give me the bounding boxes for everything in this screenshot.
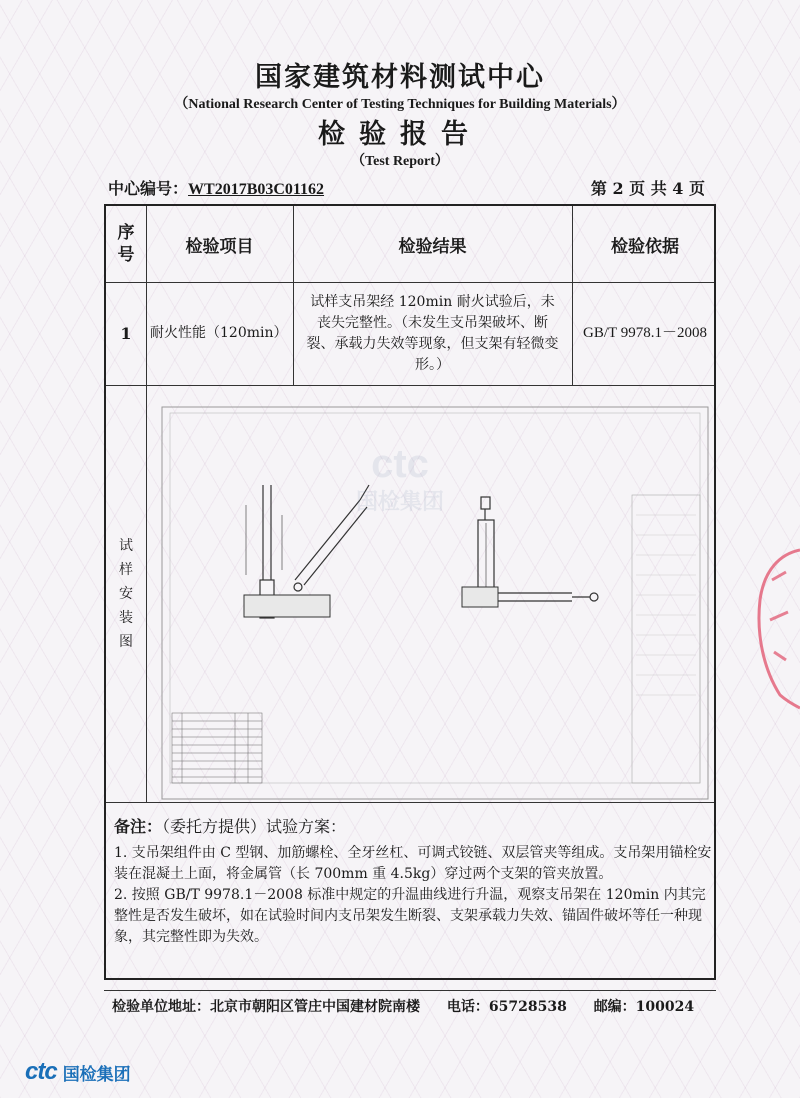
footer-address: 检验单位地址：北京市朝阳区管庄中国建材院南楼 bbox=[112, 999, 420, 1015]
notes-body bbox=[114, 843, 712, 948]
report-title: 检验报告 bbox=[318, 119, 482, 150]
drawing-label: 试样安装图 bbox=[119, 537, 133, 650]
footer-postcode: 邮编：100024 bbox=[593, 999, 695, 1015]
pipe-front bbox=[462, 587, 498, 607]
page-info: 第 2 页 共 4 页 bbox=[590, 179, 705, 198]
watermark-mark: ctc bbox=[371, 442, 429, 486]
notes-title bbox=[114, 814, 346, 837]
center-number-label: 中心编号： bbox=[108, 179, 189, 198]
watermark-text: 国检集团 bbox=[355, 490, 445, 515]
row-basis: GB/T 9978.1－2008 bbox=[583, 325, 707, 341]
bill-of-materials bbox=[172, 713, 262, 783]
seal-stamp-icon bbox=[752, 540, 800, 710]
row-item: 耐火性能（120min） bbox=[150, 325, 288, 341]
title-block-lines bbox=[636, 515, 696, 695]
report-title-en: （Test Report） bbox=[351, 154, 449, 169]
pipe-side bbox=[244, 595, 330, 617]
table-divider bbox=[106, 385, 714, 386]
col-header-basis: 检验依据 bbox=[611, 236, 679, 257]
table-divider bbox=[106, 802, 714, 803]
bracket-front-view bbox=[478, 497, 598, 601]
col-header-result: 检验结果 bbox=[398, 236, 467, 257]
report-org-title: 国家建筑材料测试中心 bbox=[255, 62, 545, 93]
installation-drawing bbox=[160, 405, 710, 801]
note-item-2: 2. 按照 GB/T 9978.1－2008 标准中规定的升温曲线进行升温，观察支吊架在 120min 内其完整性是否发生破坏，如在试验时间内支吊架发生断裂、支架承载力失效、锚固件破坏等任一种现象，其完整性即为失效。 bbox=[114, 887, 706, 945]
center-number bbox=[108, 176, 324, 199]
col-header-item: 检验项目 bbox=[185, 236, 254, 257]
col-header-no: 序号 bbox=[117, 223, 135, 265]
footer-contact bbox=[112, 996, 694, 1016]
center-number-value: WT2017B03C01162 bbox=[188, 181, 325, 198]
note-item-1: 1. 支吊架组件由 C 型钢、加筋螺栓、全牙丝杠、可调式铰链、双层管夹等组成。支吊架用锚栓安装在混凝土上面，将金属管（长 700mm 重 4.5kg）穿过两个支架的管夹放置。 bbox=[114, 845, 712, 882]
notes-title-label: 备注： bbox=[114, 817, 163, 836]
footer-phone: 电话：65728538 bbox=[446, 999, 567, 1015]
footer-divider bbox=[104, 990, 716, 991]
title-block bbox=[632, 495, 700, 783]
report-org-title-en: （National Research Center of Testing Techniques for Building Materials） bbox=[174, 97, 626, 112]
row-number: 1 bbox=[120, 324, 132, 343]
notes-title-rest: （委托方提供）试验方案： bbox=[162, 817, 347, 836]
logo-mark-icon: ctc bbox=[25, 1058, 57, 1085]
row-result: 试样支吊架经 120min 耐火试验后，未丧失完整性。（未发生支吊架破坏、断裂、承载力失效等现象，但支架有轻微变形。） bbox=[306, 293, 559, 373]
logo-text: 国检集团 bbox=[62, 1064, 131, 1085]
ctc-logo bbox=[25, 1058, 131, 1086]
